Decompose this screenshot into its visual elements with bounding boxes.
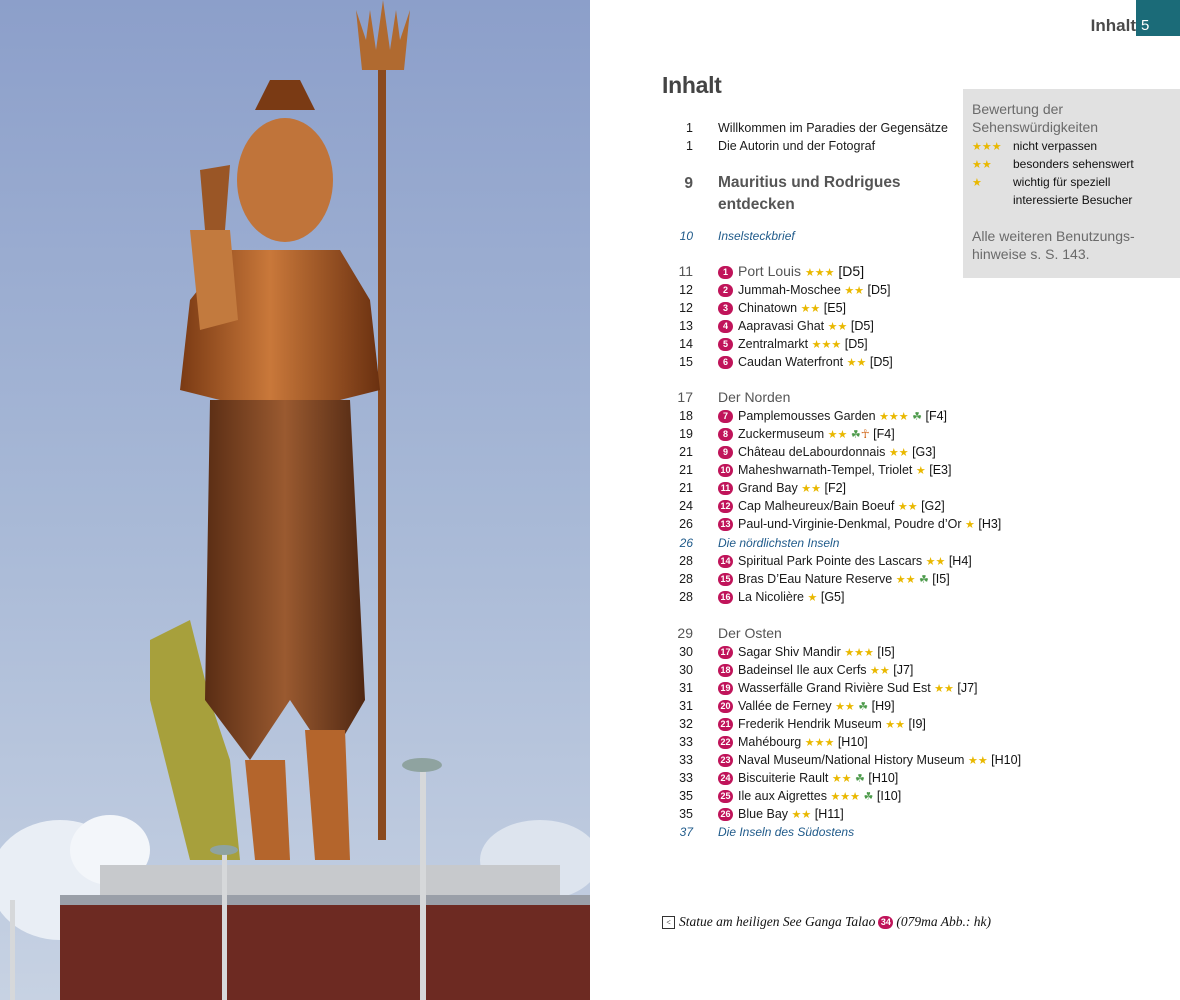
map-grid-reference: [E3] [929, 463, 952, 477]
map-grid-reference: [H10] [868, 771, 899, 785]
toc-page-number: 21 [679, 481, 693, 495]
toc-entry-label: Caudan Waterfront [738, 355, 844, 369]
toc-entry-text [718, 717, 926, 731]
star-rating-icon: ★★ [800, 303, 821, 315]
map-badge: 7 [718, 410, 733, 423]
map-grid-reference: [D5] [850, 319, 874, 333]
toc-page-number: 35 [679, 789, 693, 803]
star-rating-icon: ★★ [846, 357, 867, 369]
toc-entry-label: Sagar Shiv Mandir [738, 645, 841, 659]
toc-entry-label: Bras D’Eau Nature Reserve [738, 572, 893, 586]
toc-entry-text [718, 121, 948, 135]
toc-entry-label: Spiritual Park Pointe des Lascars [738, 554, 923, 568]
toc-entry-label: Willkommen im Paradies der Gegensätze [718, 121, 948, 135]
toc-entry-text [718, 499, 945, 513]
map-grid-reference: [G2] [921, 499, 945, 513]
toc-page-number: 30 [679, 645, 693, 659]
map-grid-reference: [H11] [814, 807, 844, 821]
legend-row-3-stars [972, 139, 1097, 153]
toc-page-number: 13 [679, 319, 693, 333]
legend-label: wichtig für speziell [1013, 175, 1111, 189]
star-rating-icon: ★★ [831, 773, 852, 785]
legend-label: nicht verpassen [1013, 139, 1098, 153]
star-rating-icon: ★★★ [804, 737, 835, 749]
toc-entry-label: Château deLabourdonnais [738, 445, 886, 459]
page-title: Inhalt [662, 72, 722, 98]
map-badge: 11 [718, 482, 733, 495]
nature-leaf-icon: ☘ [912, 411, 923, 423]
map-badge: 20 [718, 700, 733, 713]
arrow-left-icon: < [662, 916, 675, 929]
toc-entry-label: Pamplemousses Garden [738, 409, 876, 423]
map-grid-reference: [I9] [908, 717, 926, 731]
toc-page-number: 21 [679, 445, 693, 459]
map-grid-reference: [D5] [869, 355, 893, 369]
legend-note-line-1: Alle weiteren Benutzungs- [972, 228, 1135, 244]
star-rating-icon: ★★ [801, 483, 821, 495]
toc-page-number: 10 [679, 229, 693, 243]
map-badge: 34 [878, 916, 893, 929]
toc-page-number: 24 [679, 499, 693, 513]
map-grid-reference: [H3] [978, 517, 1002, 531]
map-grid-reference: [G5] [820, 590, 845, 604]
legend-title-line-1: Bewertung der [972, 101, 1064, 117]
toc-entry-text [718, 807, 844, 821]
toc-entry-label: Vallée de Ferney [738, 699, 832, 713]
toc-entry-text [718, 681, 978, 695]
star-rating-icon: ★★ [934, 683, 954, 695]
toc-page-number: 1 [686, 139, 693, 153]
toc-entry-text [718, 645, 895, 659]
page-number: 5 [1136, 0, 1180, 36]
toc-page-number: 28 [679, 590, 693, 604]
star-rating-icon: ★★ [835, 701, 855, 713]
toc-page-number: 33 [679, 771, 693, 785]
toc-page-number: 26 [679, 517, 693, 531]
map-grid-reference: [H4] [948, 554, 972, 568]
photo-caption [662, 914, 991, 930]
family-figure-icon: ☥ [860, 427, 870, 441]
toc-page-number: 35 [679, 807, 693, 821]
toc-entry-text [718, 590, 844, 604]
map-badge: 4 [718, 320, 733, 333]
toc-page-number: 18 [679, 409, 693, 423]
toc-page-number: 32 [679, 717, 693, 731]
toc-entry-text [718, 301, 846, 315]
map-grid-reference: [F4] [873, 427, 895, 441]
toc-page-number: 28 [679, 572, 693, 586]
nature-leaf-icon: ☘ [858, 701, 869, 713]
map-grid-reference: [H9] [871, 699, 895, 713]
map-badge: 21 [718, 718, 733, 731]
map-grid-reference: [J7] [893, 663, 914, 677]
toc-entry-text [718, 409, 947, 423]
map-badge: 23 [718, 754, 733, 767]
toc-page-number: 33 [679, 753, 693, 767]
legend-label-continued: interessierte Besucher [1013, 193, 1133, 207]
map-badge: 16 [718, 591, 733, 604]
toc-entry-text [718, 355, 893, 369]
legend-title-line-2: Sehenswürdigkeiten [972, 119, 1099, 135]
map-badge: 14 [718, 555, 733, 568]
toc-entry-label: Cap Malheureux/Bain Boeuf [738, 499, 895, 513]
toc-entry-label: Port Louis [738, 263, 802, 279]
toc-entry-label: Ile aux Aigrettes [738, 789, 827, 803]
star-rating-icon: ★★★ [811, 339, 842, 351]
toc-page-number: 14 [679, 337, 693, 351]
toc-entry-text [718, 663, 913, 677]
toc-entry-label: Mahébourg [738, 735, 802, 749]
star-rating-icon: ★ [915, 465, 926, 477]
toc-page-number: 31 [679, 681, 693, 695]
toc-entry-text [718, 825, 854, 839]
map-badge: 22 [718, 736, 733, 749]
toc-entry-text [718, 625, 782, 641]
toc-entry-label: Badeinsel Ile aux Cerfs [738, 663, 867, 677]
toc-entry-text [718, 536, 839, 550]
star-rating-icon: ★★ [827, 321, 848, 333]
star-icon: ★ [972, 177, 982, 189]
star-rating-icon: ★★★ [844, 647, 874, 659]
running-header-title: Inhalt [1090, 16, 1136, 35]
toc-entry-label: Jummah-Moschee [738, 283, 841, 297]
star-rating-icon: ★★ [844, 285, 865, 297]
toc-entry-label: Wasserfälle Grand Rivière Sud Est [738, 681, 931, 695]
toc-entry-text [718, 771, 898, 785]
toc-entry-text [718, 463, 951, 477]
toc-entry-label: Frederik Hendrik Museum [738, 717, 882, 731]
star-rating-icon: ★★ [827, 429, 848, 441]
map-grid-reference: [I10] [876, 789, 902, 803]
toc-entry-text [718, 229, 795, 243]
toc-entry-text [718, 789, 901, 803]
toc-page-number: 11 [678, 263, 693, 279]
map-badge: 13 [718, 518, 733, 531]
map-grid-reference: [F4] [925, 409, 948, 423]
toc-entry-label: Aapravasi Ghat [738, 319, 825, 333]
map-grid-reference: [E5] [823, 301, 847, 315]
map-badge: 24 [718, 772, 733, 785]
toc-page-number: 31 [679, 699, 693, 713]
star-rating-icon: ★★ [791, 809, 812, 821]
map-badge: 8 [718, 428, 733, 441]
rating-legend-box [963, 89, 1180, 278]
toc-entry-text [718, 283, 890, 297]
toc-entry-label: La Nicolière [738, 590, 805, 604]
star-rating-icon: ★ [807, 592, 818, 604]
map-badge: 2 [718, 284, 733, 297]
toc-page-number: 33 [679, 735, 693, 749]
toc-entry-label: Die nördlichsten Inseln [718, 536, 840, 550]
toc-entry-text [718, 554, 972, 568]
toc-page-number: 21 [679, 463, 693, 477]
toc-entry-label: Mauritius und Rodrigues entdecken [718, 174, 901, 213]
toc-entry-text [718, 263, 864, 279]
map-grid-reference: [I5] [932, 572, 950, 586]
map-badge: 10 [718, 464, 733, 477]
map-badge: 12 [718, 500, 733, 513]
toc-entry-text [718, 753, 1021, 767]
map-badge: 17 [718, 646, 733, 659]
nature-leaf-icon: ☘ [855, 773, 865, 785]
toc-entry-text [718, 389, 790, 405]
toc-page-number: 9 [684, 175, 693, 192]
map-badge: 1 [718, 266, 733, 279]
toc-entry-text [718, 319, 874, 333]
toc-page-number: 29 [677, 625, 693, 641]
star-rating-icon: ★★ [888, 447, 909, 459]
toc-entry-label: Maheshwarnath-Tempel, Triolet [738, 463, 913, 477]
toc-page-number: 19 [679, 427, 693, 441]
toc-entry-label: Naval Museum/National History Museum [738, 753, 965, 767]
toc-entry-text [718, 337, 868, 351]
legend-row-1-star [972, 175, 1110, 189]
map-badge: 25 [718, 790, 733, 803]
toc-entry-text [718, 445, 936, 459]
toc-page-number: 12 [679, 283, 693, 297]
nature-leaf-icon: ☘ [850, 429, 861, 441]
map-grid-reference: [I5] [877, 645, 895, 659]
toc-page-number: 28 [679, 554, 693, 568]
caption-text: Statue am heiligen See Ganga Talao [679, 914, 876, 929]
map-badge: 18 [718, 664, 733, 677]
star-rating-icon: ★★★ [879, 411, 909, 423]
toc-entry-label: Biscuiterie Rault [738, 771, 829, 785]
map-badge: 5 [718, 338, 733, 351]
toc-page-number: 12 [679, 301, 693, 315]
map-badge: 15 [718, 573, 733, 586]
legend-row-2-stars [972, 157, 1134, 171]
map-grid-reference: [F2] [824, 481, 847, 495]
nature-leaf-icon: ☘ [863, 791, 874, 803]
map-grid-reference: [H10] [837, 735, 868, 749]
map-badge: 3 [718, 302, 733, 315]
toc-page-number: 17 [677, 389, 693, 405]
map-grid-reference: [D5] [838, 263, 865, 279]
toc-entry-label: Grand Bay [738, 481, 798, 495]
toc-page-number: 30 [679, 663, 693, 677]
map-grid-reference: [G3] [912, 445, 936, 459]
toc-entry-label: Der Norden [718, 389, 791, 405]
nature-leaf-icon: ☘ [918, 574, 929, 586]
star-rating-icon: ★★ [897, 501, 918, 513]
map-badge: 6 [718, 356, 733, 369]
map-badge: 26 [718, 808, 733, 821]
toc-entry-text [718, 139, 875, 153]
legend-note-line-2: hinweise s. S. 143. [972, 246, 1090, 262]
star-icon: ★★★ [972, 141, 1002, 153]
toc-entry-label: Inselsteckbrief [718, 229, 795, 243]
star-rating-icon: ★★ [925, 556, 946, 568]
toc-page-number: 15 [679, 355, 693, 369]
toc-entry-text [718, 481, 846, 495]
toc-page-number: 1 [686, 121, 693, 135]
toc-entry-text [718, 172, 928, 216]
toc-page-number: 37 [679, 825, 693, 839]
map-grid-reference: [D5] [867, 283, 891, 297]
toc-entry-label: Der Osten [718, 625, 782, 641]
caption-credit: (079ma Abb.: hk) [896, 914, 991, 929]
toc-entry-text [718, 699, 895, 713]
star-icon: ★★ [972, 159, 992, 171]
toc-page-number: 26 [679, 536, 693, 550]
toc-entry-label: Die Inseln des Südostens [718, 825, 855, 839]
map-grid-reference: [D5] [844, 337, 868, 351]
toc-entry-label: Zuckermuseum [738, 427, 825, 441]
star-rating-icon: ★★★ [804, 267, 835, 279]
star-rating-icon: ★★ [885, 719, 906, 731]
toc-entry-text [718, 572, 950, 586]
toc-entry-label: Paul-und-Virginie-Denkmal, Poudre d’Or [738, 517, 962, 531]
toc-entry-text [718, 517, 1001, 531]
toc-entry-label: Chinatown [738, 301, 798, 315]
toc-entry-text [718, 735, 868, 749]
toc-entry-label: Die Autorin und der Fotograf [718, 139, 876, 153]
star-rating-icon: ★★ [967, 755, 988, 767]
map-badge: 19 [718, 682, 733, 695]
star-rating-icon: ★★★ [830, 791, 861, 803]
legend-label: besonders sehenswert [1013, 157, 1134, 171]
star-rating-icon: ★★ [895, 574, 916, 586]
map-grid-reference: [H10] [991, 753, 1022, 767]
map-badge: 9 [718, 446, 733, 459]
map-grid-reference: [J7] [957, 681, 978, 695]
star-rating-icon: ★★ [870, 665, 890, 677]
toc-entry-text [718, 427, 895, 441]
star-rating-icon: ★ [964, 519, 975, 531]
toc-entry-label: Zentralmarkt [738, 337, 809, 351]
toc-entry-label: Blue Bay [738, 807, 789, 821]
